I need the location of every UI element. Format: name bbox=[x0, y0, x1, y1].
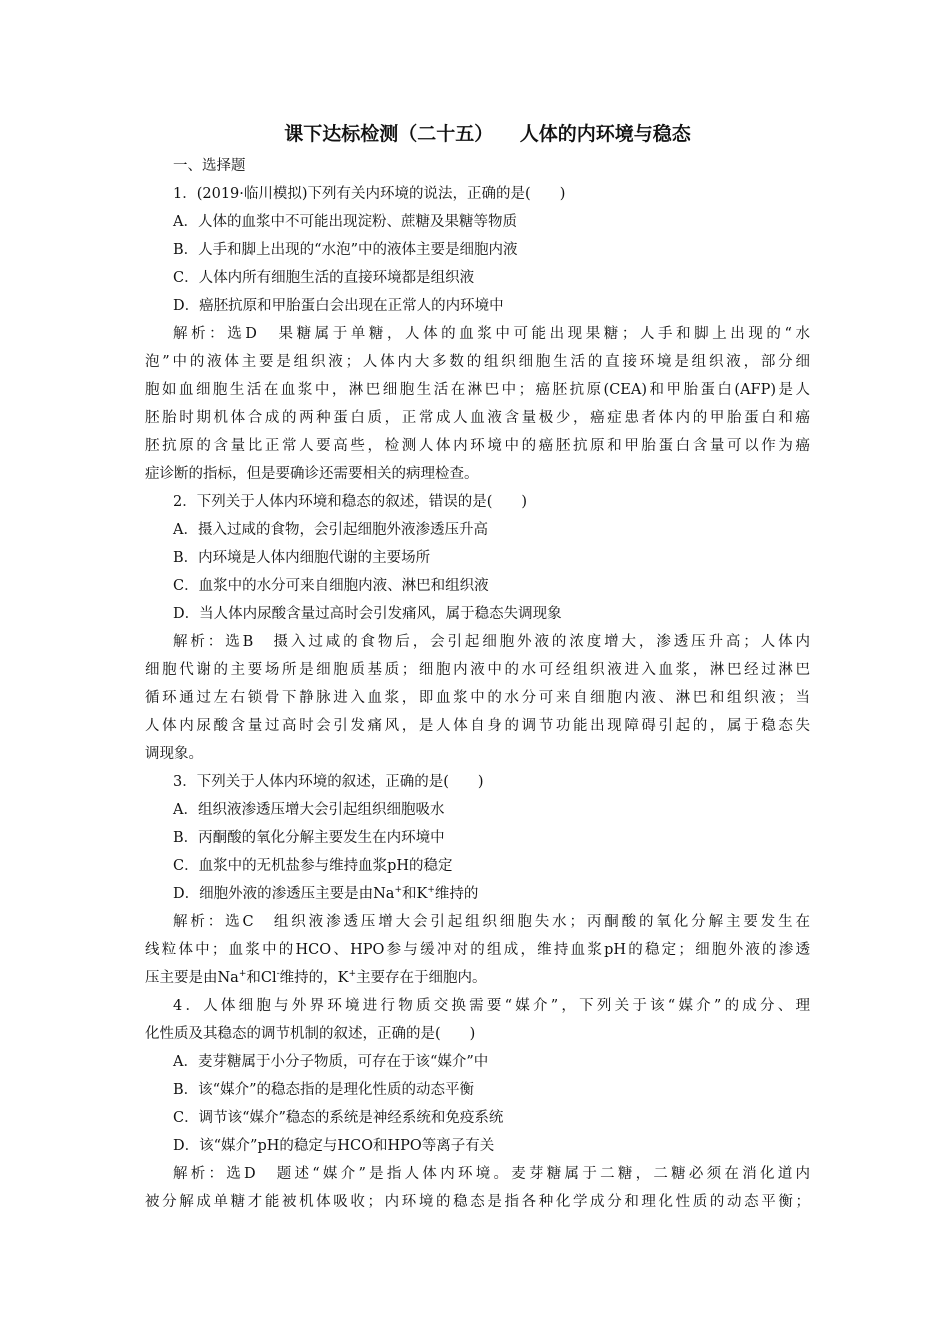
document-title: 课下达标检测（二十五） 人体的内环境与稳态 bbox=[284, 123, 691, 145]
question-2-option-a: A．摄入过咸的食物，会引起细胞外液渗透压升高 bbox=[173, 522, 488, 538]
question-4-explanation-line: 解析：选D 题述“媒介”是指人体内环境。麦芽糖属于二糖，二糖必须在消化道内 bbox=[173, 1166, 810, 1182]
question-3-explanation-line bbox=[145, 964, 810, 992]
question-2-explanation-line: 解析：选B 摄入过咸的食物后，会引起细胞外液的浓度增大，渗透压升高；人体内 bbox=[173, 634, 810, 650]
question-2-explanation-line: 循环通过左右锁骨下静脉进入血浆，即血浆中的水分可来自细胞内液、淋巴和组织液；当 bbox=[145, 690, 810, 706]
question-1-option-d: D．癌胚抗原和甲胎蛋白会出现在正常人的内环境中 bbox=[173, 298, 504, 314]
superscript-plus: + bbox=[348, 969, 357, 980]
explanation-text: 和Cl bbox=[246, 970, 277, 986]
option-d-text: 维持的 bbox=[434, 886, 479, 902]
question-4-option-c: C．调节该“媒介”稳态的系统是神经系统和免疫系统 bbox=[173, 1110, 504, 1126]
question-4-explanation-line: 被分解成单糖才能被机体吸收；内环境的稳态是指各种化学成分和理化性质的动态平衡； bbox=[145, 1194, 810, 1210]
question-2-explanation-line: 人体内尿酸含量过高时会引发痛风，是人体自身的调节功能出现障碍引起的，属于稳态失 bbox=[145, 718, 810, 734]
explanation-text: 压主要是由Na bbox=[145, 970, 239, 986]
question-1-explanation-line: 症诊断的指标，但是要确诊还需要相关的病理检查。 bbox=[145, 466, 479, 482]
question-3-option-b: B．丙酮酸的氧化分解主要发生在内环境中 bbox=[173, 830, 445, 846]
question-1-explanation-line: 解析：选D 果糖属于单糖，人体的血浆中可能出现果糖；人手和脚上出现的“水 bbox=[173, 326, 810, 342]
question-1-explanation-line: 胞如血细胞生活在血浆中，淋巴细胞生活在淋巴中；癌胚抗原(CEA)和甲胎蛋白(AFP)是人 bbox=[145, 382, 810, 398]
question-1-explanation-line: 胚胎时期机体合成的两种蛋白质，正常成人血液含量极少，癌症患者体内的甲胎蛋白和癌 bbox=[145, 410, 810, 426]
section-heading: 一、选择题 bbox=[173, 158, 246, 174]
question-3-option-a: A．组织液渗透压增大会引起组织细胞吸水 bbox=[173, 802, 445, 818]
question-2-option-c: C．血浆中的水分可来自细胞内液、淋巴和组织液 bbox=[173, 578, 489, 594]
question-3-option-d bbox=[145, 880, 810, 908]
question-4-stem: 化性质及其稳态的调节机制的叙述，正确的是( ) bbox=[145, 1026, 476, 1042]
superscript-plus: + bbox=[238, 969, 247, 980]
superscript-minus: - bbox=[276, 969, 280, 980]
question-3-explanation-line: 解析：选C 组织液渗透压增大会引起组织细胞失水；丙酮酸的氧化分解主要发生在 bbox=[173, 914, 810, 930]
question-4-option-d: D．该“媒介”pH的稳定与HCO和HPO等离子有关 bbox=[173, 1138, 495, 1154]
question-4-option-b: B．该“媒介”的稳态指的是理化性质的动态平衡 bbox=[173, 1082, 474, 1098]
explanation-text: 维持的，K bbox=[279, 970, 349, 986]
question-1-stem: 1．(2019·临川模拟)下列有关内环境的说法，正确的是( ) bbox=[173, 186, 566, 202]
question-2-explanation-line: 细胞代谢的主要场所是细胞质基质；细胞内液中的水可经组织液进入血浆，淋巴经过淋巴 bbox=[145, 662, 810, 678]
document-page bbox=[145, 118, 810, 1216]
question-1-explanation-line: 胚抗原的含量比正常人要高些，检测人体内环境中的癌胚抗原和甲胎蛋白含量可以作为癌 bbox=[145, 438, 810, 454]
question-1-explanation-line: 泡”中的液体主要是组织液；人体内大多数的组织细胞生活的直接环境是组织液，部分细 bbox=[145, 354, 810, 370]
question-2-option-d: D．当人体内尿酸含量过高时会引发痛风，属于稳态失调现象 bbox=[173, 606, 562, 622]
question-4-stem: 4．人体细胞与外界环境进行物质交换需要“媒介”，下列关于该“媒介”的成分、理 bbox=[173, 998, 810, 1014]
question-1-option-b: B．人手和脚上出现的“水泡”中的液体主要是细胞内液 bbox=[173, 242, 518, 258]
question-4-option-a: A．麦芽糖属于小分子物质，可存在于该“媒介”中 bbox=[173, 1054, 489, 1070]
question-2-explanation-line: 调现象。 bbox=[145, 746, 203, 762]
question-2-stem: 2．下列关于人体内环境和稳态的叙述，错误的是( ) bbox=[173, 494, 528, 510]
question-3-option-c: C．血浆中的无机盐参与维持血浆pH的稳定 bbox=[173, 858, 453, 874]
option-d-text: 和K bbox=[402, 886, 428, 902]
question-1-option-a: A．人体的血浆中不可能出现淀粉、蔗糖及果糖等物质 bbox=[173, 214, 517, 230]
question-1-option-c: C．人体内所有细胞生活的直接环境都是组织液 bbox=[173, 270, 475, 286]
superscript-plus: + bbox=[427, 885, 435, 896]
question-3-explanation-line: 线粒体中；血浆中的HCO、HPO参与缓冲对的组成，维持血浆pH的稳定；细胞外液的渗透 bbox=[145, 942, 810, 958]
explanation-text: 主要存在于细胞内。 bbox=[356, 970, 487, 986]
question-3-stem: 3．下列关于人体内环境的叙述，正确的是( ) bbox=[173, 774, 484, 790]
option-d-text: D．细胞外液的渗透压主要是由Na bbox=[173, 886, 395, 902]
superscript-plus: + bbox=[394, 885, 403, 896]
question-2-option-b: B．内环境是人体内细胞代谢的主要场所 bbox=[173, 550, 431, 566]
